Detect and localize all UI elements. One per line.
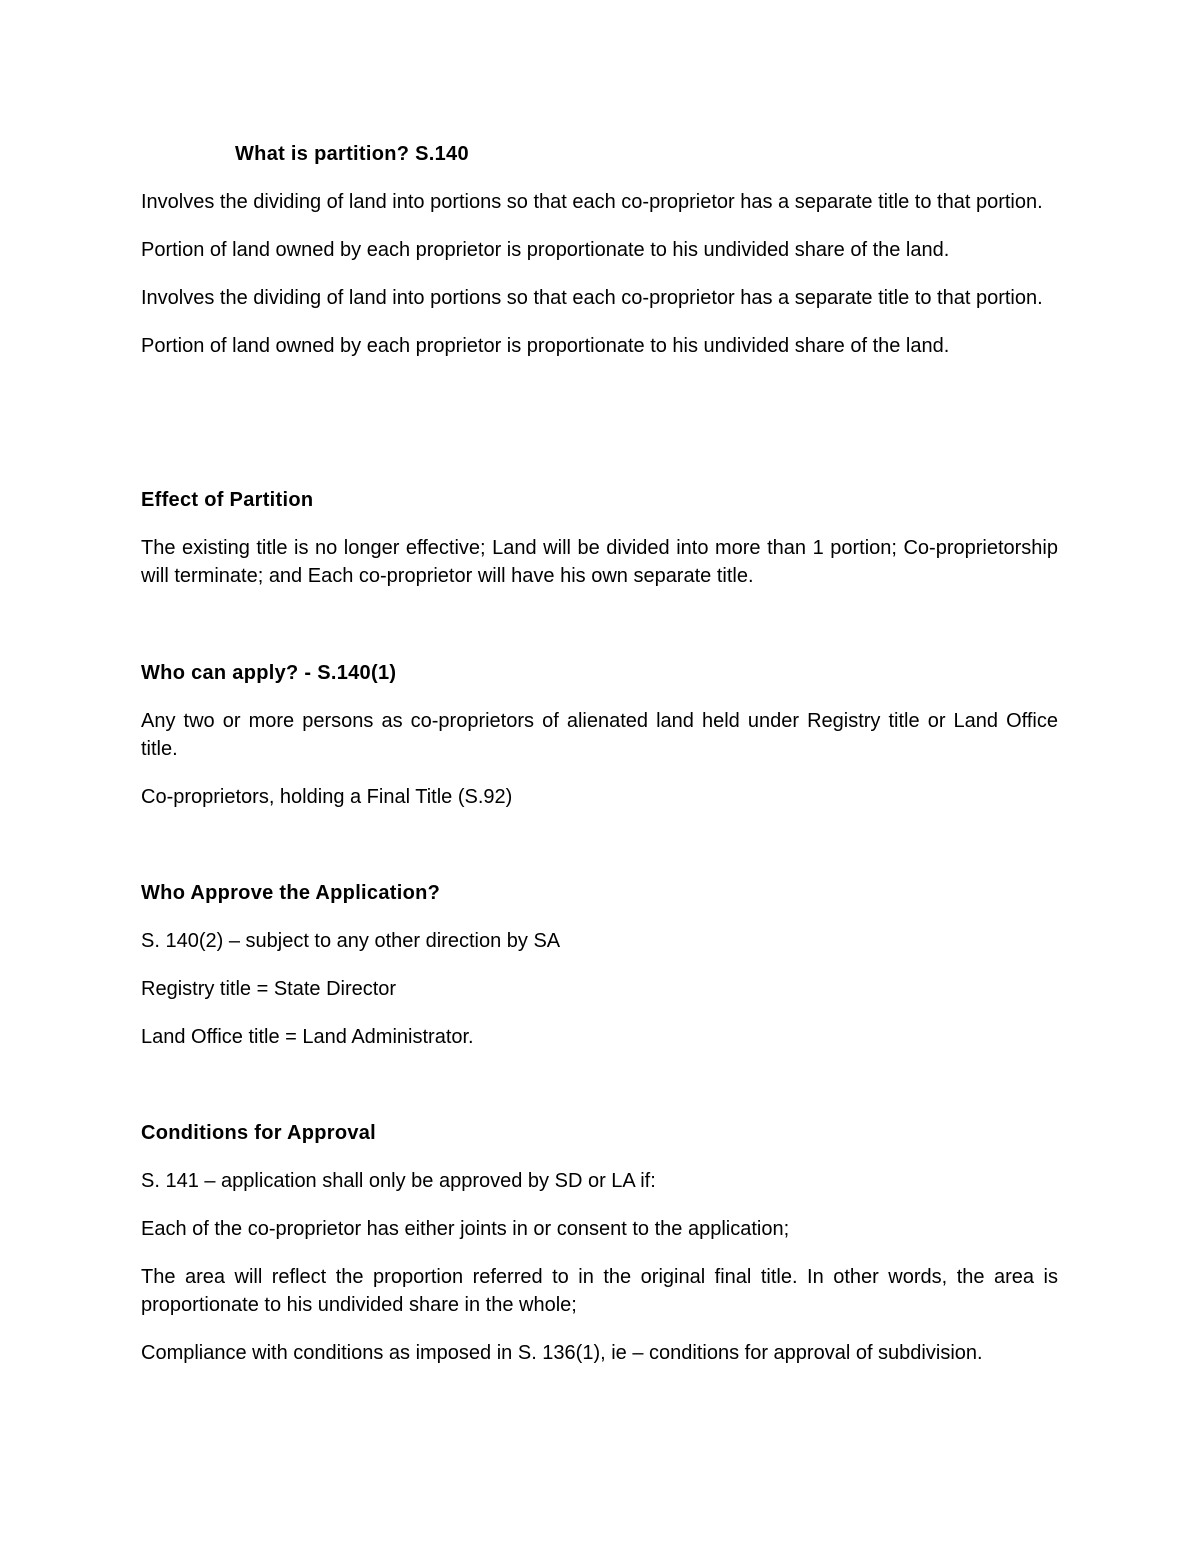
paragraph: Portion of land owned by each proprietor is proportionate to his undivided share of the land.	[141, 239, 950, 261]
section-heading: Who Approve the Application?	[141, 882, 441, 904]
section-who-can-apply	[141, 659, 1058, 831]
paragraph: Any two or more persons as co-proprietors of alienated land held under Registry title or Land Office title.	[141, 710, 1058, 760]
paragraph: Each of the co-proprietor has either joints in or consent to the application;	[141, 1218, 790, 1240]
section-heading: What is partition? S.140	[235, 143, 469, 165]
section-heading: Who can apply? - S.140(1)	[141, 662, 397, 684]
section-heading: Effect of Partition	[141, 489, 314, 511]
paragraph: Land Office title = Land Administrator.	[141, 1026, 474, 1048]
section-conditions-for-approval	[141, 1119, 1058, 1387]
section-heading: Conditions for Approval	[141, 1122, 377, 1144]
section-effect-of-partition	[141, 486, 1058, 610]
paragraph: S. 141 – application shall only be approved by SD or LA if:	[141, 1170, 656, 1192]
paragraph: The area will reflect the proportion referred to in the original final title. In other words, the area is proportionate to his undivided share in the whole;	[141, 1266, 1058, 1316]
paragraph: The existing title is no longer effective; Land will be divided into more than 1 portion; Co-proprietorship will terminate; and Each co-proprietor will have his own separate title.	[141, 537, 1058, 587]
paragraph: Co-proprietors, holding a Final Title (S.92)	[141, 786, 513, 808]
paragraph: Involves the dividing of land into portions so that each co-proprietor has a separate title to that portion.	[141, 287, 1043, 309]
paragraph: Registry title = State Director	[141, 978, 397, 1000]
paragraph: Involves the dividing of land into portions so that each co-proprietor has a separate title to that portion.	[141, 191, 1043, 213]
section-who-approves	[141, 879, 1058, 1071]
paragraph: Compliance with conditions as imposed in S. 136(1), ie – conditions for approval of subdivision.	[141, 1342, 983, 1364]
paragraph: S. 140(2) – subject to any other direction by SA	[141, 930, 561, 952]
section-what-is-partition	[141, 140, 1058, 380]
paragraph: Portion of land owned by each proprietor is proportionate to his undivided share of the land.	[141, 335, 950, 357]
